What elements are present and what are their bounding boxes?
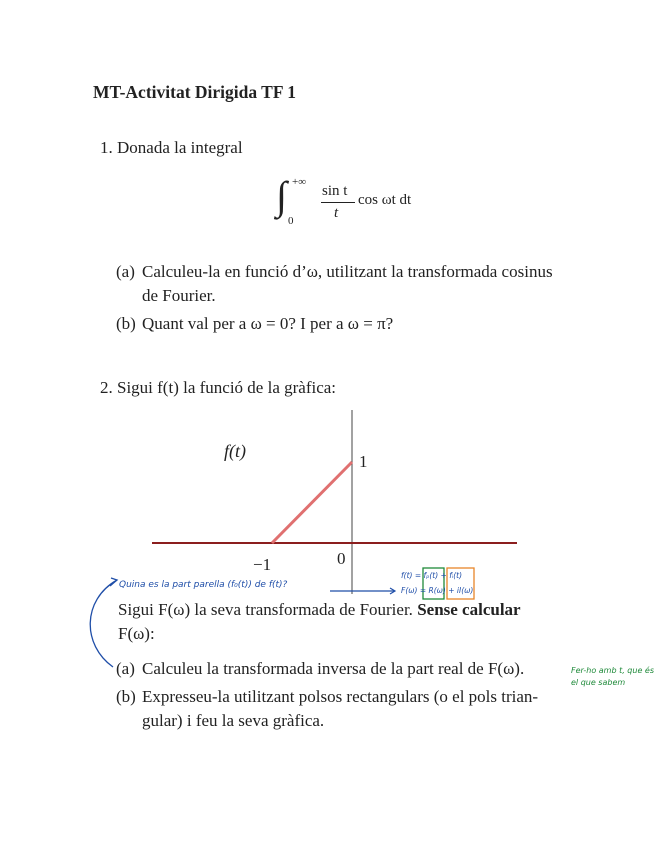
curved-arrow: [90, 580, 117, 667]
question-intro: Sigui f(t) la funció de la gràfica:: [117, 378, 337, 397]
graph-function-label: f(t): [224, 441, 246, 461]
q2-statement-text: Sigui F(ω) la seva transformada de Fourier.: [118, 600, 413, 619]
box-bottom-text-3: + iI(ω): [448, 586, 474, 595]
tick-label-1: 1: [359, 452, 368, 471]
box-top-text-2: fₚ(t): [423, 571, 439, 580]
tick-label-minus1: −1: [253, 555, 272, 574]
page-title: MT-Activitat Dirigida TF 1: [93, 82, 297, 102]
q1-part-b-label: (b): [116, 314, 136, 333]
q2-part-b-line1: Expresseu-la utilitzant polsos rectangulars (o el pols trian-: [142, 687, 539, 706]
q2-statement-line1: [118, 600, 521, 620]
q2-statement-bold: Sense calcular: [417, 600, 521, 619]
q2-part-a-label: (a): [116, 659, 135, 678]
box-row-top: [401, 571, 462, 580]
handwritten-note-even-part: Quina es la part parella (f₀(t)) de f(t)?: [119, 580, 288, 590]
question-number: 1.: [100, 138, 113, 157]
question-number: 2.: [100, 378, 113, 397]
q2-statement-line2: F(ω):: [118, 624, 155, 643]
fraction-denominator: t: [334, 205, 339, 221]
tick-label-0: 0: [337, 549, 346, 568]
q1-part-a-label: (a): [116, 262, 135, 281]
question-intro: Donada la integral: [117, 138, 243, 157]
q1-part-b-text: Quant val per a ω = 0? I per a ω = π?: [142, 314, 394, 333]
q1-part-a-line2: de Fourier.: [142, 286, 216, 305]
integral-lower-limit: 0: [288, 215, 294, 227]
handwritten-note-green-2: el que sabem: [571, 678, 626, 687]
box-row-bottom: [401, 586, 473, 595]
q1-part-a-line1: Calculeu-la en funció d’ω, utilitzant la transformada cosinus: [142, 262, 553, 281]
fraction-numerator: sin t: [322, 183, 348, 199]
q2-part-b-label: (b): [116, 687, 136, 706]
integral-upper-limit: +∞: [292, 176, 307, 188]
box-top-text-1: f(t) =: [401, 571, 422, 580]
q2-part-b-line2: gular) i feu la seva gràfica.: [142, 711, 325, 730]
box-top-text-3: + fᵢ(t): [440, 571, 462, 580]
q2-part-a-text: Calculeu la transformada inversa de la part real de F(ω).: [142, 659, 525, 678]
box-bottom-text-2: R(ω): [428, 586, 446, 595]
box-bottom-text-1: F(ω) =: [401, 586, 427, 595]
integrand-rest: cos ωt dt: [358, 192, 412, 208]
handwritten-note-green-1: Fer-ho amb t, que és: [571, 666, 655, 675]
integral-sign: ∫: [276, 173, 287, 218]
